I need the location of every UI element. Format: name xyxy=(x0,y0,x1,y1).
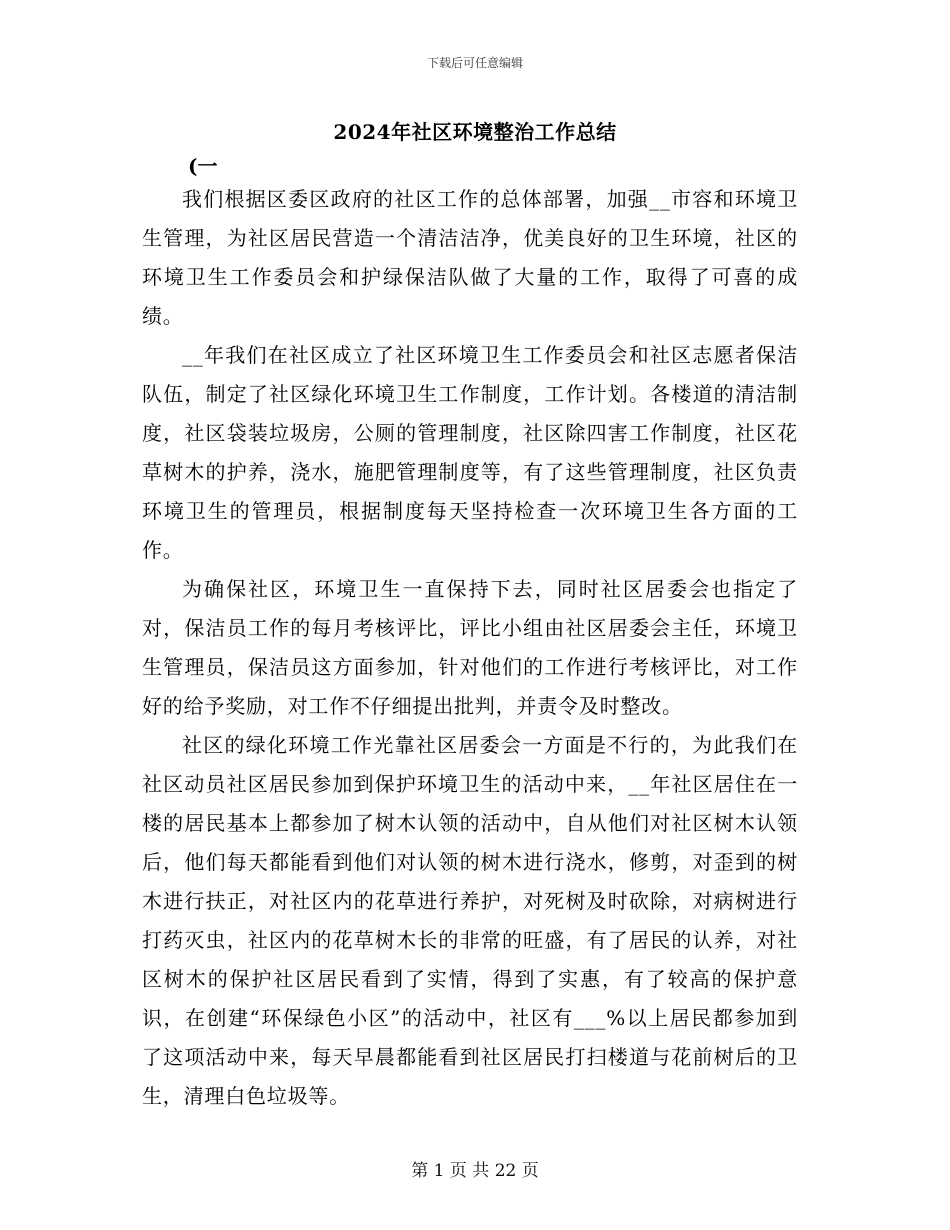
paragraph-4: 社区的绿化环境工作光靠社区居委会一方面是不行的，为此我们在社区动员社区居民参加到保护环境卫生的活动中来，__年社区居住在一楼的居民基本上都参加了树木认领的活动中，自从他们对社区树木认领后，他们每天都能看到他们对认领的树木进行浇水，修剪，对歪到的树木进行扶正，对社区内的花草进行养护，对死树及时砍除，对病树进行打药灭虫，社区内的花草树木长的非常的旺盛，有了居民的认养，对社区树木的保护社区居民看到了实情，得到了实惠，有了较高的保护意识，在创建“环保绿色小区”的活动中，社区有___%以上居民都参加到了这项活动中来，每天早晨都能看到社区居民打扫楼道与花前树后的卫生，清理白色垃圾等。 xyxy=(142,733,798,1108)
section-marker: (一 xyxy=(188,154,218,178)
document-body xyxy=(142,180,798,1116)
document-title: 2024年社区环境整治工作总结 xyxy=(333,120,617,144)
paragraph-3: 为确保社区，环境卫生一直保持下去，同时社区居委会也指定了对，保洁员工作的每月考核评比，评比小组由社区居委会主任，环境卫生管理员，保洁员这方面参加，针对他们的工作进行考核评比，对工作好的给予奖励，对工作不仔细提出批判，并责令及时整改。 xyxy=(142,577,798,718)
paragraph-1: 我们根据区委区政府的社区工作的总体部署，加强__市容和环境卫生管理，为社区居民营造一个清洁洁净，优美良好的卫生环境，社区的环境卫生工作委员会和护绿保洁队做了大量的工作，取得了可喜的成绩。 xyxy=(142,187,798,328)
header-note: 下载后可任意编辑 xyxy=(426,56,523,70)
paragraph-2: __年我们在社区成立了社区环境卫生工作委员会和社区志愿者保洁队伍，制定了社区绿化环境卫生工作制度，工作计划。各楼道的清洁制度，社区袋装垃圾房，公厕的管理制度，社区除四害工作制度，社区花草树木的护养，浇水，施肥管理制度等，有了这些管理制度，社区负责环境卫生的管理员，根据制度每天坚持检查一次环境卫生各方面的工作。 xyxy=(142,343,798,562)
page-number: 第 1 页 共 22 页 xyxy=(411,1161,539,1181)
